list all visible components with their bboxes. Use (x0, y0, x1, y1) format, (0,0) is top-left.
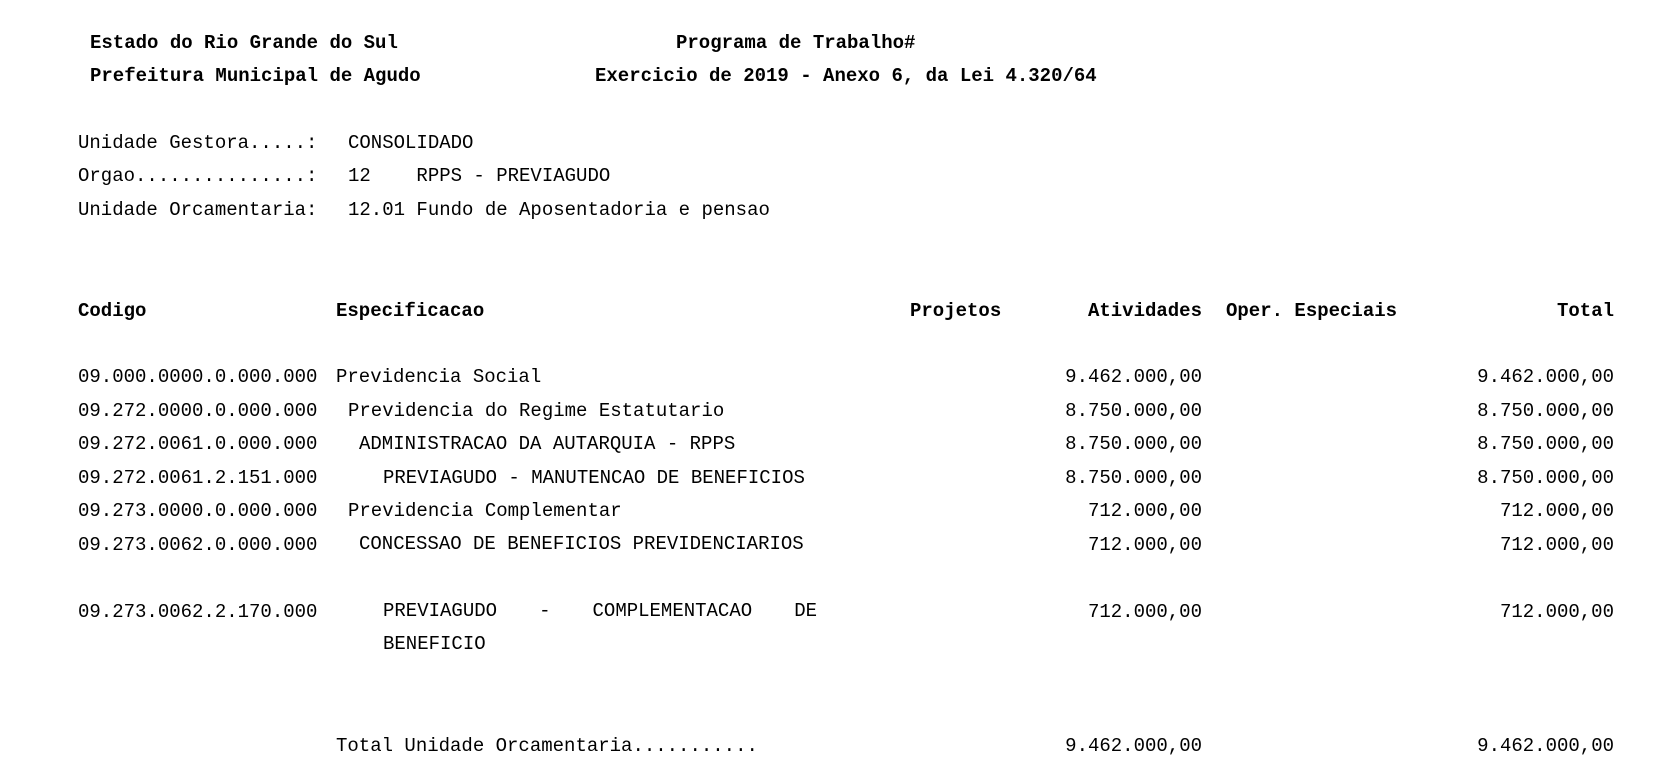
row-atividades: 712.000,00 (1087, 500, 1202, 522)
row-total: 9.462.000,00 (1477, 366, 1614, 388)
row-codigo: 09.000.0000.0.000.000 (78, 366, 318, 388)
row-especificacao: Previdencia Social (336, 366, 542, 388)
col-header-atividades: Atividades (1087, 300, 1202, 322)
row-atividades: 8.750.000,00 (1065, 467, 1202, 489)
unidade-gestora-label: Unidade Gestora.....: (78, 132, 318, 154)
row-especificacao: PREVIAGUDO - COMPLEMENTACAO DE BENEFICIO (383, 600, 817, 655)
col-header-especificacao: Especificacao (336, 300, 485, 322)
program-title: Programa de Trabalho# (676, 32, 916, 54)
col-header-codigo: Codigo (78, 300, 147, 322)
row-total: 8.750.000,00 (1477, 400, 1614, 422)
total-atividades: 9.462.000,00 (1065, 735, 1202, 757)
row-codigo: 09.272.0061.2.151.000 (78, 467, 318, 489)
state-name: Estado do Rio Grande do Sul (90, 32, 398, 54)
row-total: 712.000,00 (1499, 500, 1614, 522)
orgao-value: 12 RPPS - PREVIAGUDO (348, 165, 611, 187)
exercise-title: Exercicio de 2019 - Anexo 6, da Lei 4.320/64 (595, 65, 1097, 87)
row-codigo: 09.273.0062.2.170.000 (78, 601, 318, 623)
unidade-gestora-value: CONSOLIDADO (348, 132, 474, 154)
col-header-total: Total (1556, 300, 1614, 322)
total-total: 9.462.000,00 (1477, 735, 1614, 757)
row-especificacao: Previdencia do Regime Estatutario (348, 400, 725, 422)
col-header-oper-especiais: Oper. Especiais (1226, 300, 1398, 322)
municipality-name: Prefeitura Municipal de Agudo (90, 65, 421, 87)
row-atividades: 9.462.000,00 (1065, 366, 1202, 388)
row-atividades: 8.750.000,00 (1065, 433, 1202, 455)
total-label: Total Unidade Orcamentaria........... (336, 735, 758, 757)
row-total: 8.750.000,00 (1477, 467, 1614, 489)
row-atividades: 712.000,00 (1087, 601, 1202, 623)
row-codigo: 09.273.0062.0.000.000 (78, 534, 318, 556)
row-total: 712.000,00 (1499, 534, 1614, 556)
row-total: 712.000,00 (1499, 601, 1614, 623)
row-codigo: 09.272.0061.0.000.000 (78, 433, 318, 455)
unidade-orcamentaria-label: Unidade Orcamentaria: (78, 199, 318, 221)
orgao-label: Orgao...............: (78, 165, 318, 187)
row-especificacao: CONCESSAO DE BENEFICIOS PREVIDENCIARIOS (359, 533, 804, 555)
row-especificacao: Previdencia Complementar (348, 500, 622, 522)
row-atividades: 8.750.000,00 (1065, 400, 1202, 422)
row-codigo: 09.272.0000.0.000.000 (78, 400, 318, 422)
row-especificacao: PREVIAGUDO - MANUTENCAO DE BENEFICIOS (383, 467, 805, 489)
col-header-projetos: Projetos (910, 300, 1002, 322)
row-codigo: 09.273.0000.0.000.000 (78, 500, 318, 522)
row-especificacao: ADMINISTRACAO DA AUTARQUIA - RPPS (359, 433, 736, 455)
row-atividades: 712.000,00 (1087, 534, 1202, 556)
unidade-orcamentaria-value: 12.01 Fundo de Aposentadoria e pensao (348, 199, 770, 221)
row-total: 8.750.000,00 (1477, 433, 1614, 455)
